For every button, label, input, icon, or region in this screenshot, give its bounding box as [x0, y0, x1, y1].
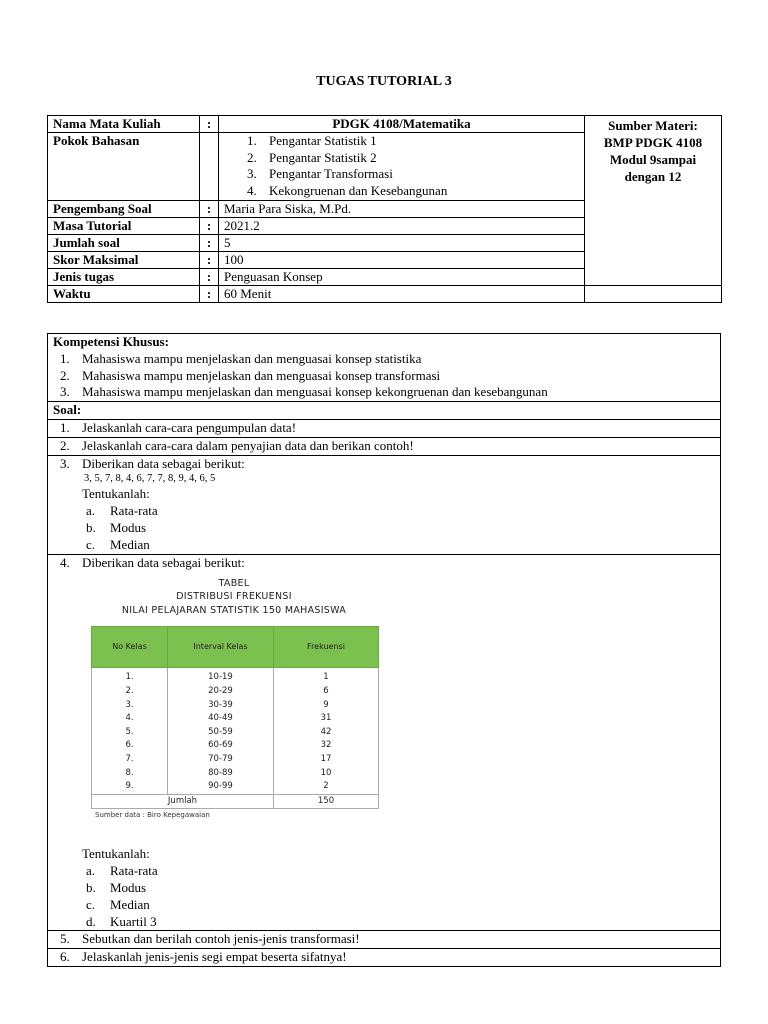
option-item: b. Modus	[86, 519, 147, 535]
time-label: Waktu	[48, 286, 200, 303]
task-type-label: Jenis tugas	[48, 269, 200, 286]
frequency-table	[91, 626, 379, 808]
max-score-label: Skor Maksimal	[48, 252, 200, 269]
figure-title-3: NILAI PELAJARAN STATISTIK 150 MAHASISWA	[121, 605, 347, 617]
source-material	[585, 116, 722, 286]
topic-list	[219, 133, 585, 201]
col-frequency: Frekuensi	[274, 627, 379, 668]
topic-item: 4. Kekongruenan dan Kesebangunan	[247, 182, 448, 198]
total-value: 150	[274, 794, 379, 808]
competency-header: Kompetensi Khusus:	[53, 334, 169, 349]
question-2: 2. Jelaskanlah cara-cara dalam penyajian data dan berikan contoh!	[48, 437, 721, 455]
competency-item: 2. Mahasiswa mampu menjelaskan dan menguasai konsep transformasi	[60, 367, 441, 383]
questions-header: Soal:	[48, 402, 721, 420]
course-info-table: Nama Mata Kuliah : PDGK 4108/Matematika Sumber Materi: BMP PDGK 4108 Modul 9sampai dengan 12 Pokok Bahasan 1. Pengantar Statistik 1 2. Pengantar Statistik 2 3. Pengantar Transformasi 4. Kekongruenan dan Kesebangunan Pengembang Soal : Maria Para Siska, M.Pd. Masa Tutorial : 2021.2 Jumlah soal : 5 Skor Maksimal : 100 Jenis tugas : Penguasan Konsep Waktu : 60 Menit	[47, 115, 722, 303]
option-item: c. Median	[86, 896, 150, 912]
colon-empty	[200, 133, 219, 201]
determine-label: Tentukanlah:	[82, 486, 150, 502]
source-line-1: Sumber Materi:	[608, 118, 698, 133]
question-3-data: 3, 5, 7, 8, 4, 6, 7, 7, 8, 9, 4, 6, 5	[84, 473, 216, 485]
topic-item: 1. Pengantar Statistik 1	[247, 133, 377, 148]
question-6: 6. Jelaskanlah jenis-jenis segi empat beserta sifatnya!	[48, 949, 721, 967]
max-score-value: 100	[219, 252, 585, 269]
document-title: TUGAS TUTORIAL 3	[316, 74, 452, 89]
topic-item: 2. Pengantar Statistik 2	[247, 149, 377, 165]
course-name-label: Nama Mata Kuliah	[48, 116, 200, 133]
question-4: 4. Diberikan data sebagai berikut: TABEL DISTRIBUSI FREKUENSI NILAI PELAJARAN STATISTIK 150 MAHASISWA No Kelas Interval Kelas Frekuensi 1. 2. 3. 4. 5. 6. 7. 8. 9. 10-19 20-29 30-39 40-49 50-59 60-69 70-79 80-89 90-99 1 6 9 31 42 32 17 10 2 Jumlah 150 Sumber data : Biro Kepegawaian Tentukanlah: a. Rata-rata b. Modus c. Median d. Kuartil 3	[48, 554, 721, 931]
option-item: d. Kuartil 3	[86, 913, 157, 929]
developer-label: Pengembang Soal	[48, 201, 200, 218]
competency-item: 3. Mahasiswa mampu menjelaskan dan menguasai konsep kekongruenan dan kesebangunan	[60, 384, 548, 400]
topic-label: Pokok Bahasan	[48, 133, 200, 201]
option-item: c. Median	[86, 536, 150, 552]
time-value: 60 Menit	[219, 286, 585, 303]
competency-section	[48, 334, 721, 402]
determine-label: Tentukanlah:	[82, 846, 150, 862]
period-label: Masa Tutorial	[48, 218, 200, 235]
question-count-value: 5	[219, 235, 585, 252]
total-label: Jumlah	[92, 794, 274, 808]
topic-item: 3. Pengantar Transformasi	[247, 166, 393, 181]
source-line-3: Modul 9sampai	[609, 152, 697, 167]
question-5: 5. Sebutkan dan berilah contoh jenis-jenis transformasi!	[48, 931, 721, 949]
source-line-4: dengan 12	[624, 169, 682, 184]
source-line-2: BMP PDGK 4108	[603, 135, 703, 150]
option-item: b. Modus	[86, 879, 147, 895]
question-count-label: Jumlah soal	[48, 235, 200, 252]
no-column: 1. 2. 3. 4. 5. 6. 7. 8. 9.	[92, 668, 168, 794]
interval-column: 10-19 20-29 30-39 40-49 50-59 60-69 70-79 80-89 90-99	[168, 668, 274, 794]
option-item: a. Rata-rata	[86, 503, 158, 519]
empty-cell	[585, 286, 722, 303]
figure-title-2: DISTRIBUSI FREKUENSI	[176, 591, 292, 603]
developer-value: Maria Para Siska, M.Pd.	[219, 201, 585, 218]
tasks-table	[47, 333, 721, 967]
option-item: a. Rata-rata	[86, 863, 158, 879]
competency-item: 1. Mahasiswa mampu menjelaskan dan menguasai konsep statistika	[60, 350, 422, 366]
figure-title-1: TABEL	[218, 578, 250, 590]
question-1: 1. Jelaskanlah cara-cara pengumpulan data!	[48, 419, 721, 437]
question-3: 3. Diberikan data sebagai berikut: 3, 5, 7, 8, 4, 6, 7, 7, 8, 9, 4, 6, 5 Tentukanlah: a. Rata-rata b. Modus c. Median	[48, 455, 721, 554]
table-source: Sumber data : Biro Kepegawaian	[95, 811, 210, 820]
colon: :	[200, 116, 219, 133]
frequency-column: 1 6 9 31 42 32 17 10 2	[274, 668, 379, 794]
course-name-value: PDGK 4108/Matematika	[219, 116, 585, 133]
period-value: 2021.2	[219, 218, 585, 235]
col-interval: Interval Kelas	[168, 627, 274, 668]
col-no-kelas: No Kelas	[92, 627, 168, 668]
task-type-value: Penguasan Konsep	[219, 269, 585, 286]
frequency-table-figure	[89, 573, 379, 838]
